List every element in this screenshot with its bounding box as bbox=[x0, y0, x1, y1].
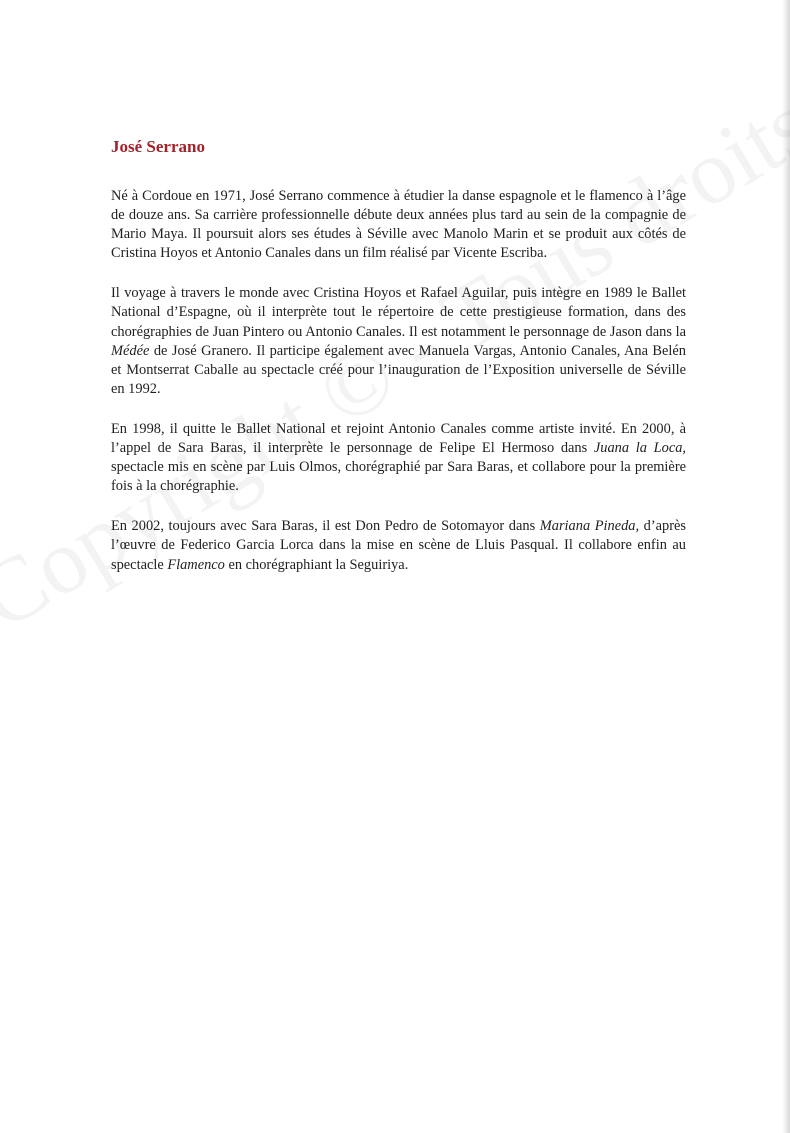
scan-page-edge bbox=[782, 0, 790, 1133]
paragraph-3-text-b: spectacle mis en scène par Luis Olmos, chorégraphié par Sara Baras, et collabore pour la première fois à la chorégraphie. bbox=[111, 459, 686, 495]
paragraph-2-text-b: de José Granero. Il participe également avec Manuela Vargas, Antonio Canales, Ana Belén et Montserrat Caballe au spectacle créé pour l’inauguration de l’Exposition universelle de Séville en 1992. bbox=[111, 342, 686, 397]
paragraph-4-text-b: d’après l’œuvre de Federico Garcia Lorca dans la mise en scène de Lluis Pasqual. Il collabore enfin au spectacle bbox=[111, 518, 687, 573]
paragraph-2 bbox=[111, 284, 686, 399]
paragraph-4-title-mariana: Mariana Pineda, bbox=[539, 518, 640, 535]
paragraph-4-text-a: En 2002, toujours avec Sara Baras, il est Don Pedro de Sotomayor dans bbox=[111, 518, 540, 535]
paragraph-3-text-a: En 1998, il quitte le Ballet National et rejoint Antonio Canales comme artiste invité. En 2000, à l’appel de Sara Baras, il interprète le personnage de Felipe El Hermoso dans bbox=[111, 420, 686, 457]
paragraph-1 bbox=[111, 187, 686, 263]
paragraph-3-title-juana: Juana la Loca, bbox=[593, 440, 686, 457]
paragraph-3 bbox=[111, 420, 686, 496]
page-title: José Serrano bbox=[111, 137, 205, 156]
page-content bbox=[111, 136, 686, 575]
paragraph-2-text-a: Il voyage à travers le monde avec Cristina Hoyos et Rafael Aguilar, puis intègre en 1989 le Ballet National d’Espagne, où il interprète tout le répertoire de cette prestigieuse formation, dans des chorégraphies de Juan Pintero ou Antonio Canales. Il est notamment le personnage de Jason dans la bbox=[111, 285, 686, 340]
paragraph-4 bbox=[111, 517, 686, 574]
paragraph-1-text: Né à Cordoue en 1971, José Serrano commence à étudier la danse espagnole et le flamenco à l’âge de douze ans. Sa carrière professionnelle débute deux années plus tard au sein de la compagnie de Mario Maya. Il poursuit alors ses études à Séville avec Manolo Marin et se produit aux côtés de Cristina Hoyos et Antonio Canales dans un film réalisé par Vicente Escriba. bbox=[111, 188, 686, 262]
paragraph-2-title-medee: Médée bbox=[111, 342, 150, 359]
paragraph-4-text-c: en chorégraphiant la Seguiriya. bbox=[224, 556, 409, 573]
paragraph-4-title-flamenco: Flamenco bbox=[167, 556, 225, 573]
